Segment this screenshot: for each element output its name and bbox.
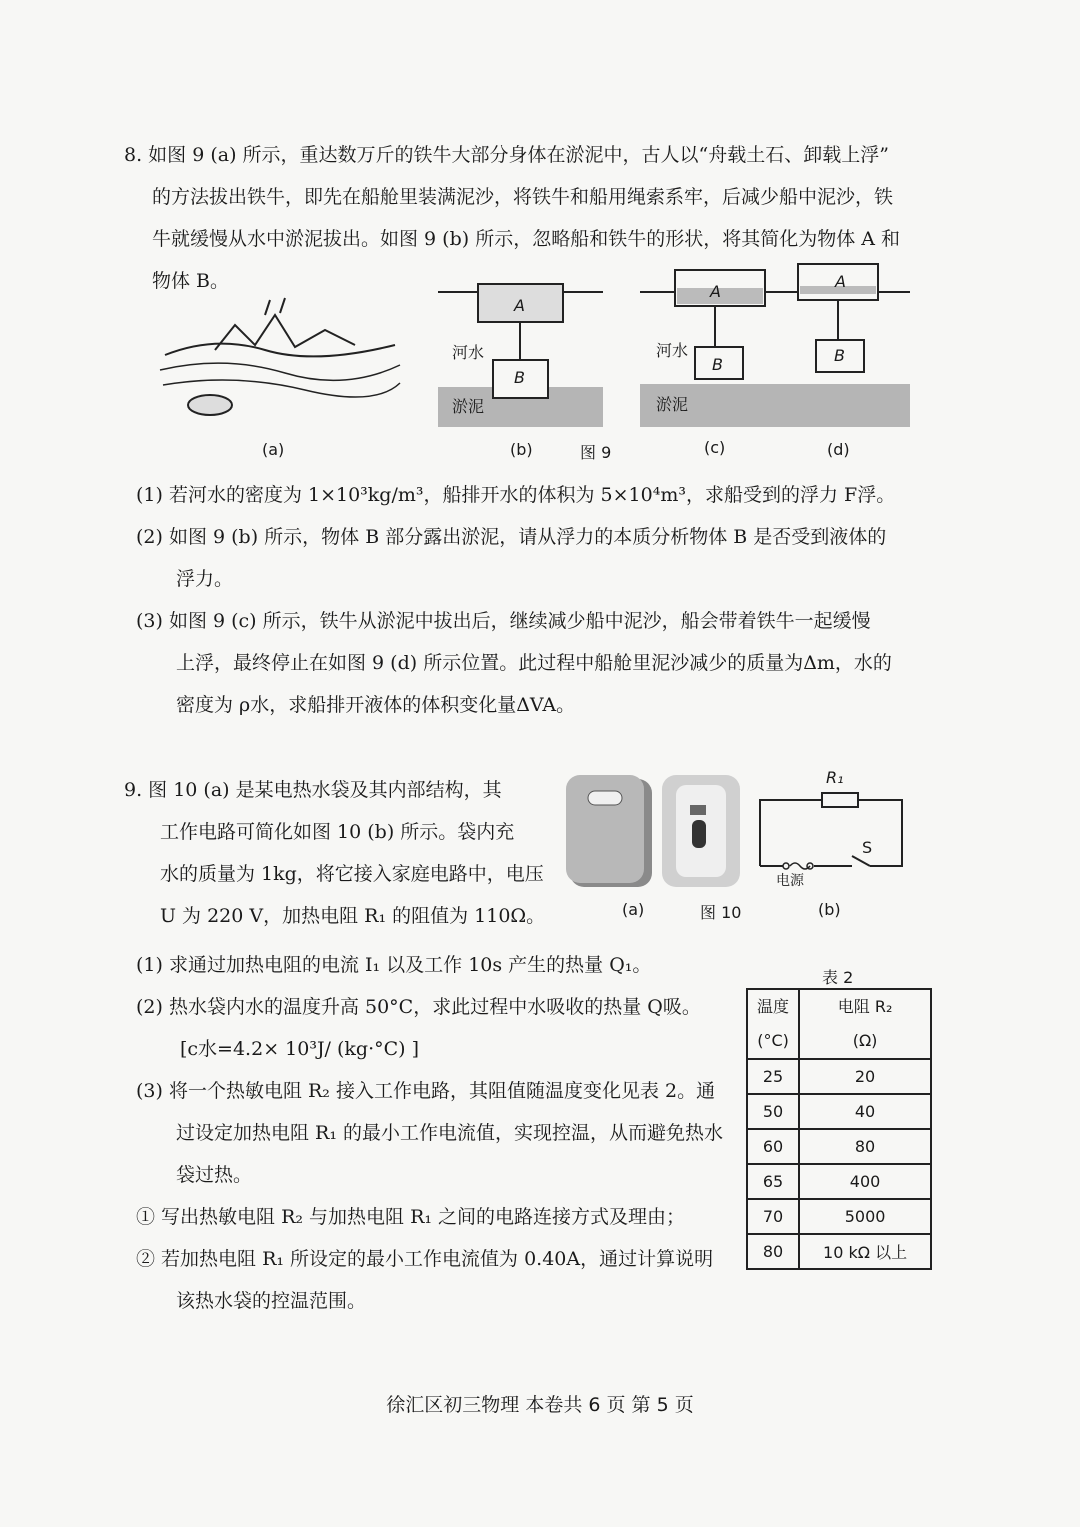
fig9b-mud-label: 淤泥	[452, 397, 485, 416]
table-header-temp	[747, 989, 799, 1059]
table-cell-resistance: 5000	[799, 1199, 931, 1234]
table-row	[747, 1234, 931, 1269]
q9-sub-3b: 过设定加热电阻 R₁ 的最小工作电流值，实现控温，从而避免热水	[176, 1122, 724, 1144]
q8-sub-3b: 上浮，最终停止在如图 9 (d) 所示位置。此过程中船舱里泥沙减少的质量为Δm，水的	[176, 652, 892, 674]
fig9-title: 图 9	[580, 443, 612, 462]
fig10-source-label: 电源	[776, 873, 804, 889]
fig9d-caption: (d)	[827, 440, 850, 459]
figure-9a-iron-ox-sketch	[155, 295, 405, 425]
q9-sub-1: (1) 求通过加热电阻的电流 I₁ 以及工作 10s 产生的热量 Q₁。	[136, 954, 652, 976]
table-cell-resistance: 80	[799, 1129, 931, 1164]
table-row	[747, 1129, 931, 1164]
q9-sub-3-part2: ② 若加热电阻 R₁ 所设定的最小工作电流值为 0.40A，通过计算说明	[136, 1248, 714, 1270]
q8-line-4: 物体 B。	[152, 270, 230, 292]
table-cell-temp: 60	[747, 1129, 799, 1164]
table-cell-temp: 80	[747, 1234, 799, 1269]
table-header-temp-unit: (°C)	[757, 1031, 789, 1050]
q9-sub-3: (3) 将一个热敏电阻 R₂ 接入工作电路，其阻值随温度变化见表 2。通	[136, 1080, 716, 1102]
table-header-temp-name: 温度	[757, 997, 790, 1016]
fig9c-river-label: 河水	[656, 341, 689, 360]
table-header-row	[747, 989, 931, 1059]
table-cell-temp: 65	[747, 1164, 799, 1199]
q9-line-2: 工作电路可简化如图 10 (b) 所示。袋内充	[160, 821, 515, 843]
fig10-r1-label: R₁	[826, 768, 844, 787]
table-cell-resistance: 400	[799, 1164, 931, 1199]
table-row	[747, 1164, 931, 1199]
table2	[746, 988, 932, 1270]
q9-sub-2: (2) 热水袋内水的温度升高 50°C，求此过程中水吸收的热量 Q吸。	[136, 996, 701, 1018]
fig9d-label-A: A	[835, 272, 846, 291]
fig9c-label-A: A	[710, 282, 721, 301]
fig9a-caption: (a)	[262, 440, 285, 459]
fig9b-label-A: A	[514, 296, 525, 315]
fig10b-caption: (b)	[818, 900, 841, 919]
table-cell-temp: 70	[747, 1199, 799, 1234]
fig10a-caption: (a)	[622, 900, 645, 919]
fig9c-mud-label: 淤泥	[656, 395, 689, 414]
table-row	[747, 1059, 931, 1094]
table-row	[747, 1199, 931, 1234]
page-footer: 徐汇区初三物理 本卷共 6 页 第 5 页	[386, 1394, 694, 1416]
q8-sub-1: (1) 若河水的密度为 1×10³kg/m³，船排开水的体积为 5×10⁴m³，求船受到的浮力 F浮。	[136, 484, 896, 506]
fig9c-label-B: B	[712, 355, 723, 374]
q8-sub-3c: 密度为 ρ水，求船排开液体的体积变化量ΔVA。	[176, 694, 576, 716]
table-header-resistance-name: 电阻 R₂	[837, 997, 893, 1016]
q8-sub-2b: 浮力。	[176, 568, 234, 590]
q8-line-3: 牛就缓慢从水中淤泥拔出。如图 9 (b) 所示，忽略船和铁牛的形状，将其简化为物体 A 和	[152, 228, 900, 250]
fig9c-caption: (c)	[704, 438, 726, 457]
fig9b-caption: (b)	[510, 440, 533, 459]
q8-line-2: 的方法拔出铁牛，即先在船舱里装满泥沙，将铁牛和船用绳索系牢，后减少船中泥沙，铁	[152, 186, 894, 208]
table-cell-resistance: 20	[799, 1059, 931, 1094]
q8-sub-2: (2) 如图 9 (b) 所示，物体 B 部分露出淤泥，请从浮力的本质分析物体 B 是否受到液体的	[136, 526, 887, 548]
fig9b-river-label: 河水	[452, 343, 485, 362]
q9-line-3: 水的质量为 1kg，将它接入家庭电路中，电压	[160, 863, 544, 885]
table-cell-temp: 25	[747, 1059, 799, 1094]
q9-line-1: 9. 图 10 (a) 是某电热水袋及其内部结构，其	[124, 779, 502, 801]
table-cell-temp: 50	[747, 1094, 799, 1129]
q8-line-1: 8. 如图 9 (a) 所示，重达数万斤的铁牛大部分身体在淤泥中，古人以“舟载土石、卸载上浮”	[124, 144, 889, 166]
table-row	[747, 1094, 931, 1129]
figure-10a-hot-water-bag-photo	[566, 775, 742, 890]
figure-10b-circuit	[752, 788, 912, 878]
table-header-resistance-unit: (Ω)	[852, 1031, 878, 1050]
fig9b-label-B: B	[514, 368, 525, 387]
table2-title: 表 2	[822, 968, 854, 987]
fig10-title: 图 10	[700, 903, 742, 922]
q9-sub-3-part1: ① 写出热敏电阻 R₂ 与加热电阻 R₁ 之间的电路连接方式及理由；	[136, 1206, 686, 1228]
fig9d-label-B: B	[834, 346, 845, 365]
q9-sub-3-part2b: 该热水袋的控温范围。	[176, 1290, 367, 1312]
table-cell-resistance: 40	[799, 1094, 931, 1129]
fig10-switch-label: S	[862, 838, 873, 857]
table-cell-resistance: 10 kΩ 以上	[799, 1234, 931, 1269]
q9-line-4: U 为 220 V，加热电阻 R₁ 的阻值为 110Ω。	[160, 905, 546, 927]
q9-sub-2-formula: [c水=4.2× 10³J/ (kg·°C) ]	[180, 1038, 420, 1060]
q8-sub-3: (3) 如图 9 (c) 所示，铁牛从淤泥中拔出后，继续减少船中泥沙，船会带着铁牛一起缓慢	[136, 610, 871, 632]
q9-sub-3c: 袋过热。	[176, 1164, 253, 1186]
table-header-resistance	[799, 989, 931, 1059]
